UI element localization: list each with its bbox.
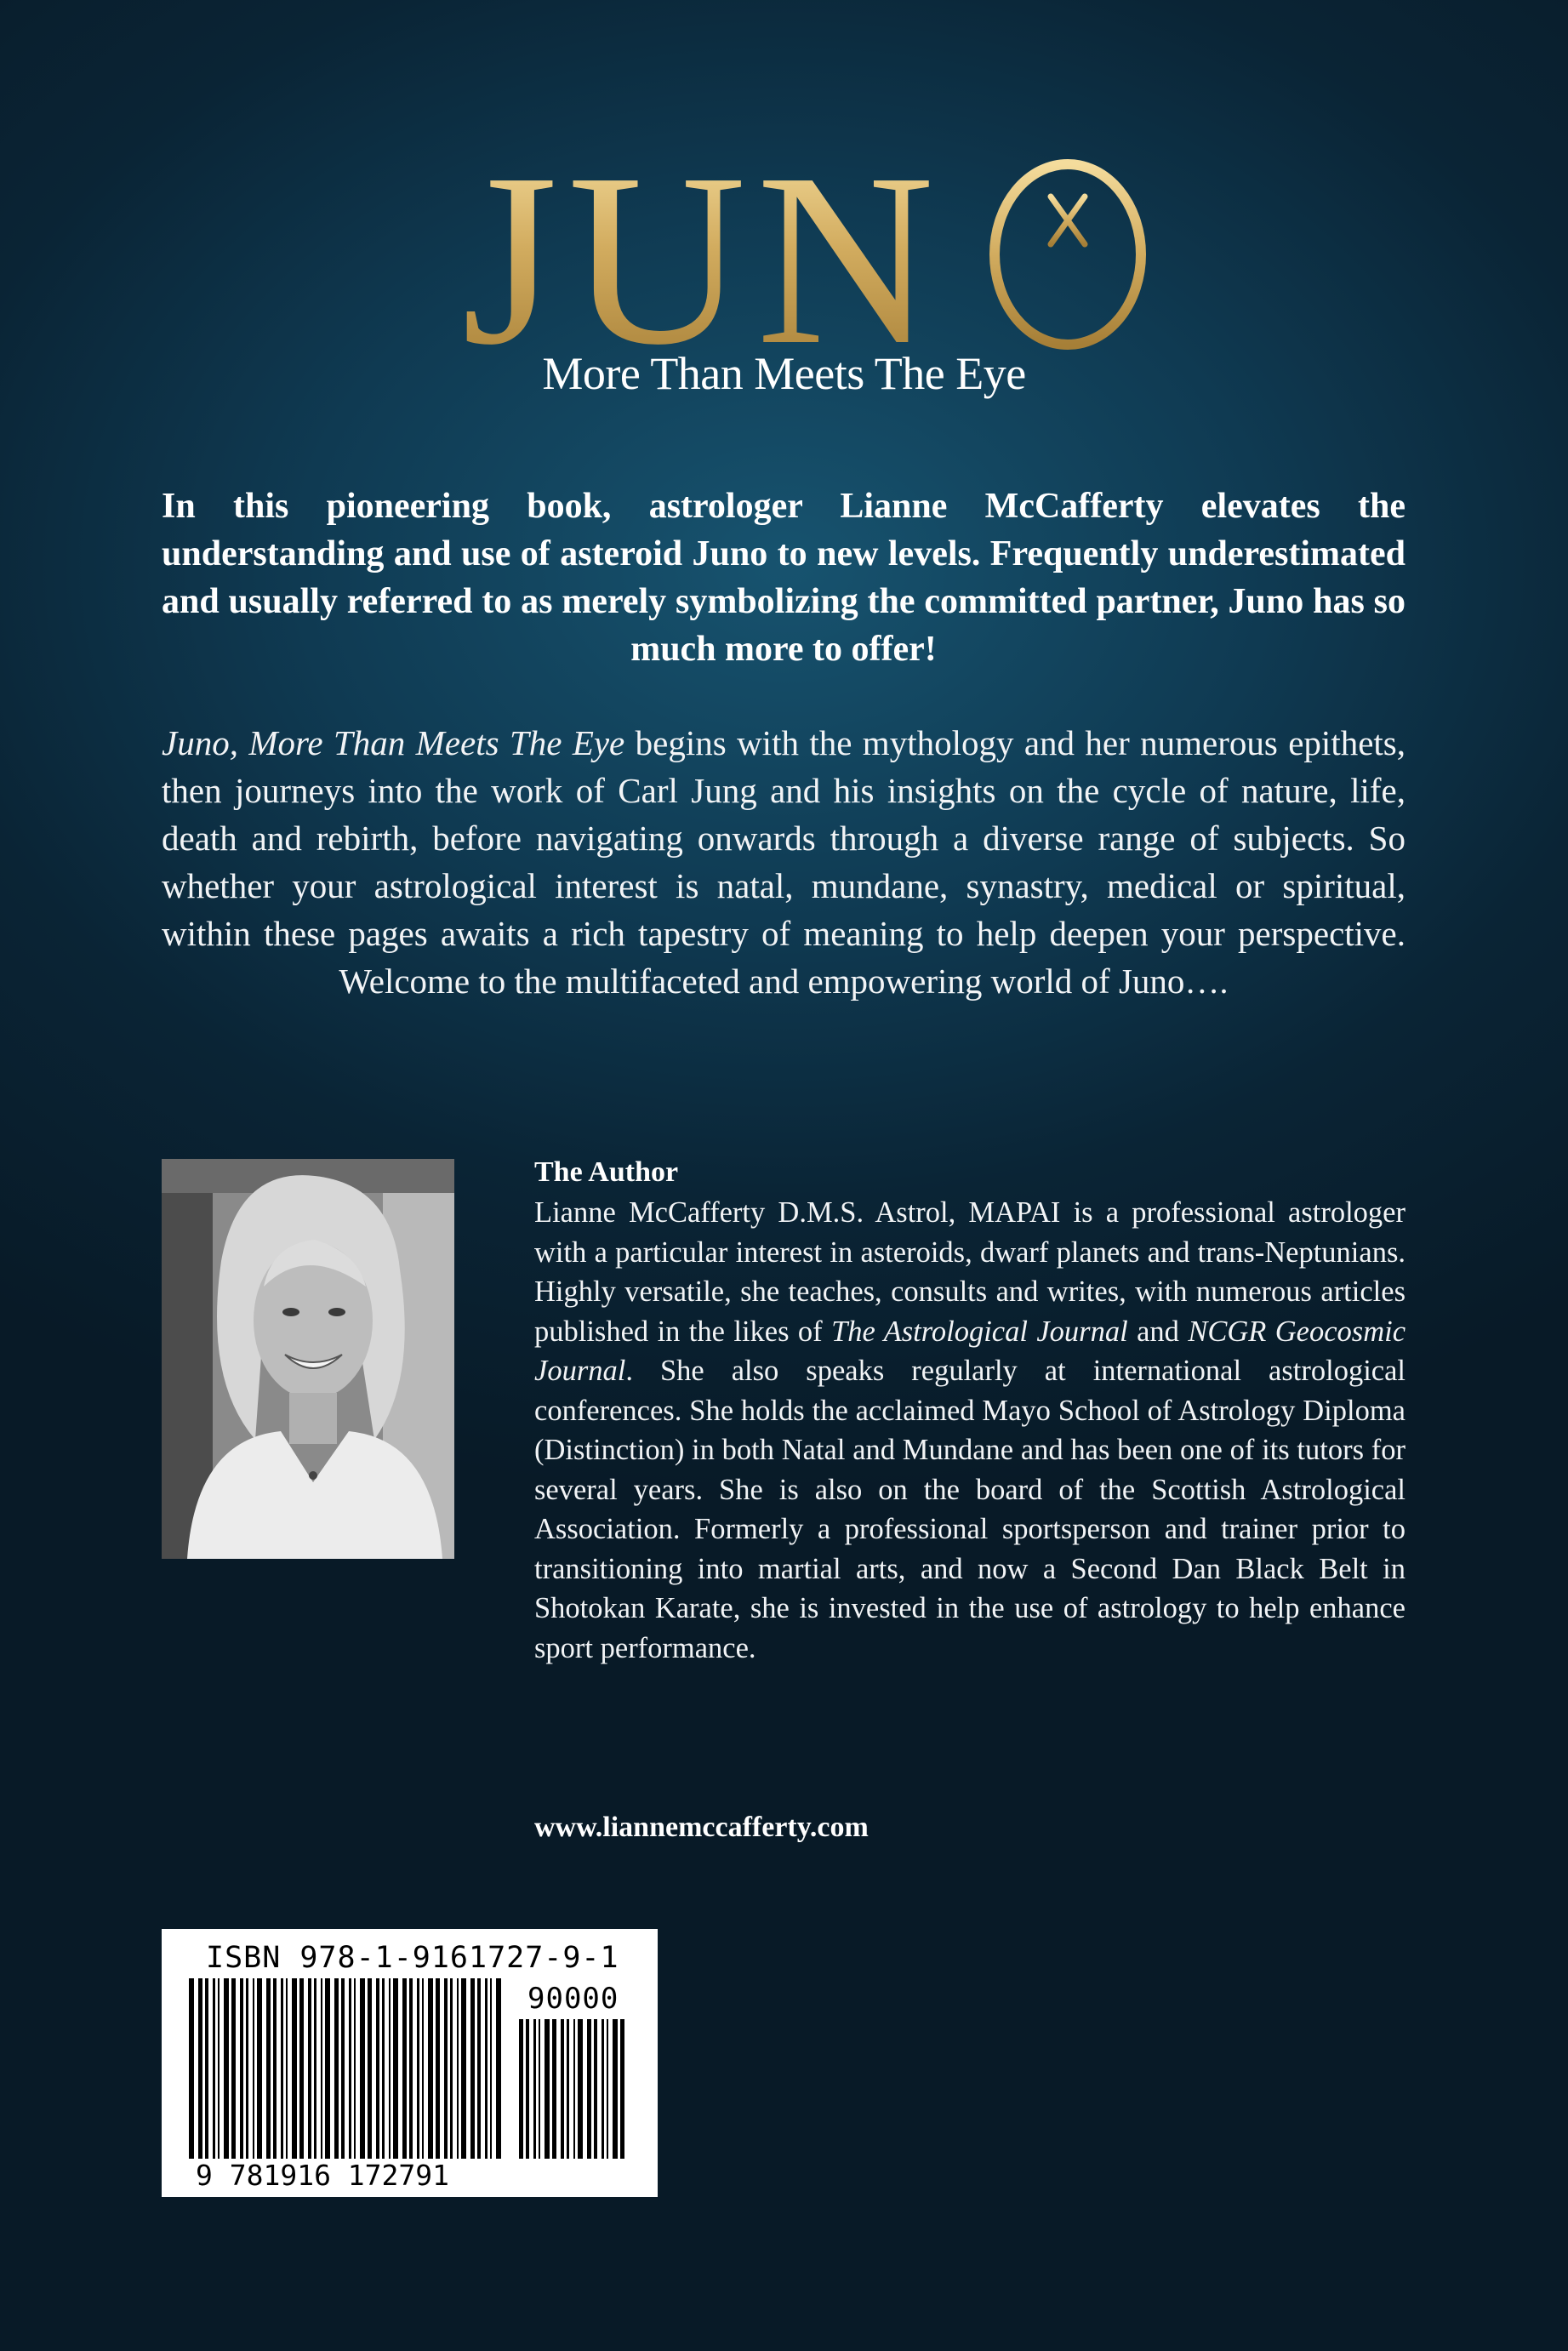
barcode-bar: [477, 1978, 481, 2159]
barcode-bar: [299, 1978, 304, 2159]
barcode-bar: [496, 1978, 501, 2159]
barcode-bar: [273, 1978, 277, 2159]
barcode-bar: [519, 2019, 523, 2159]
barcode-bar: [354, 1978, 356, 2159]
barcode-bar: [417, 1978, 419, 2159]
barcode-bar: [393, 1978, 398, 2159]
journal-title: NCGR Geocosmic Journal: [534, 1315, 1406, 1387]
barcode-bar: [409, 1978, 413, 2159]
barcode-bar: [457, 1978, 459, 2159]
barcode-bar: [573, 2019, 575, 2159]
barcode-bar: [266, 1978, 271, 2159]
author-website: www.liannemccafferty.com: [534, 1812, 869, 1843]
barcode-bar: [218, 1978, 220, 2159]
author-heading: The Author: [534, 1156, 679, 1188]
barcode-bar: [257, 1978, 262, 2159]
barcode-bar: [607, 2019, 608, 2159]
book-description: [162, 719, 1405, 1005]
barcode-bar: [545, 2019, 550, 2159]
description-text: begins with the mythology and her numerous epithets, then journeys into the work of Carl Jung and his insights on the cycle of nature, life, death and rebirth, before navigating onwards through a diverse range of subjects. So whether your astrological interest is natal, mundane, synastry, medical or spiritual, within these pages awaits a rich tapestry of meaning to help deepen your perspective. Welcome to the multifaceted and empowering world of Juno….: [162, 723, 1406, 1001]
barcode-bar: [368, 1978, 372, 2159]
barcode-bar: [428, 1978, 433, 2159]
barcode-bar: [422, 1978, 424, 2159]
book-title: JUN: [0, 136, 1568, 383]
isbn-label: ISBN 978-1-9161727-9-1: [206, 1941, 619, 1975]
barcode-bar: [341, 1978, 345, 2159]
journal-title: The Astrological Journal: [831, 1315, 1128, 1348]
barcode-bar: [382, 1978, 385, 2159]
barcode-bar: [436, 1978, 440, 2159]
barcode-bar: [253, 1978, 254, 2159]
barcode-bars: [162, 1929, 658, 2197]
barcode-bar: [578, 2019, 583, 2159]
barcode-bar: [470, 1978, 475, 2159]
barcode-bar: [360, 1978, 365, 2159]
author-bio: Lianne McCafferty D.M.S. Astrol, MAPAI is a professional astrologer with a particular interest in asteroids, dwarf planets and trans-Neptunians. Highly versatile, she teaches, consults and writes, with numerous articles published in the likes of The Astrological Journal and NCGR Geocosmic Journal. She also speaks regularly at international astrological conferences. She holds the acclaimed Mayo School of Astrology Diploma (Distinction) in both Natal and Mundane and has been one of its tutors for several years. She is also on the board of the Scottish Astrological Association. Formerly a professional sportsperson and trainer prior to transitioning into martial arts, and now a Second Dan Black Belt in Shotokan Karate, she is invested in the use of astrology to help enhance sport performance.: [534, 1196, 1406, 1664]
ean-digits: 9 781916 172791: [196, 2159, 450, 2192]
barcode-bar: [205, 1978, 208, 2159]
book-subtitle: More Than Meets The Eye: [542, 348, 1026, 399]
barcode-bar: [567, 2019, 569, 2159]
barcode-bar: [376, 1978, 379, 2159]
barcode-bar: [402, 1978, 407, 2159]
barcode-bar: [308, 1978, 311, 2159]
barcode-bar: [389, 1978, 391, 2159]
barcode-bar: [561, 2019, 564, 2159]
isbn-barcode: [162, 1929, 658, 2197]
barcode-bar: [450, 1978, 453, 2159]
barcode-bar: [231, 1978, 236, 2159]
barcode-bar: [198, 1978, 202, 2159]
barcode-bar: [314, 1978, 316, 2159]
barcode-bar: [461, 1978, 466, 2159]
barcode-bar: [552, 2019, 556, 2159]
barcode-bar: [594, 2019, 597, 2159]
barcode-bar: [526, 2019, 529, 2159]
barcode-bar: [334, 1978, 339, 2159]
barcode-bar: [490, 1978, 492, 2159]
description-title: Juno, More Than Meets The Eye: [162, 723, 625, 762]
barcode-bar: [485, 1978, 488, 2159]
author-photo: [162, 1159, 454, 1559]
barcode-bar: [189, 1978, 194, 2159]
barcode-bar: [325, 1978, 330, 2159]
barcode-bar: [602, 2019, 604, 2159]
barcode-bar: [240, 1978, 243, 2159]
barcode-bar: [224, 1978, 229, 2159]
barcode-bar: [281, 1978, 283, 2159]
barcode-bar: [246, 1978, 248, 2159]
barcode-bar: [533, 2019, 536, 2159]
barcode-bar: [613, 2019, 618, 2159]
cover-title-block: [0, 0, 1568, 442]
barcode-bar: [444, 1978, 448, 2159]
barcode-bar: [349, 1978, 351, 2159]
barcode-bar: [539, 2019, 540, 2159]
price-code: 90000: [527, 1982, 619, 2016]
barcode-bar: [587, 2019, 591, 2159]
barcode-bar: [620, 2019, 624, 2159]
barcode-bar: [292, 1978, 297, 2159]
barcode-bar: [286, 1978, 288, 2159]
barcode-bar: [321, 1978, 322, 2159]
juno-asteroid-symbol-icon: [987, 158, 1149, 354]
barcode-bar: [213, 1978, 215, 2159]
book-blurb: In this pioneering book, astrologer Lianne McCafferty elevates the understanding and use of asteroid Juno to new levels. Frequently underestimated and usually referred to as merely symbolizing the committed partner, Juno has so much more to offer!: [162, 487, 1405, 669]
